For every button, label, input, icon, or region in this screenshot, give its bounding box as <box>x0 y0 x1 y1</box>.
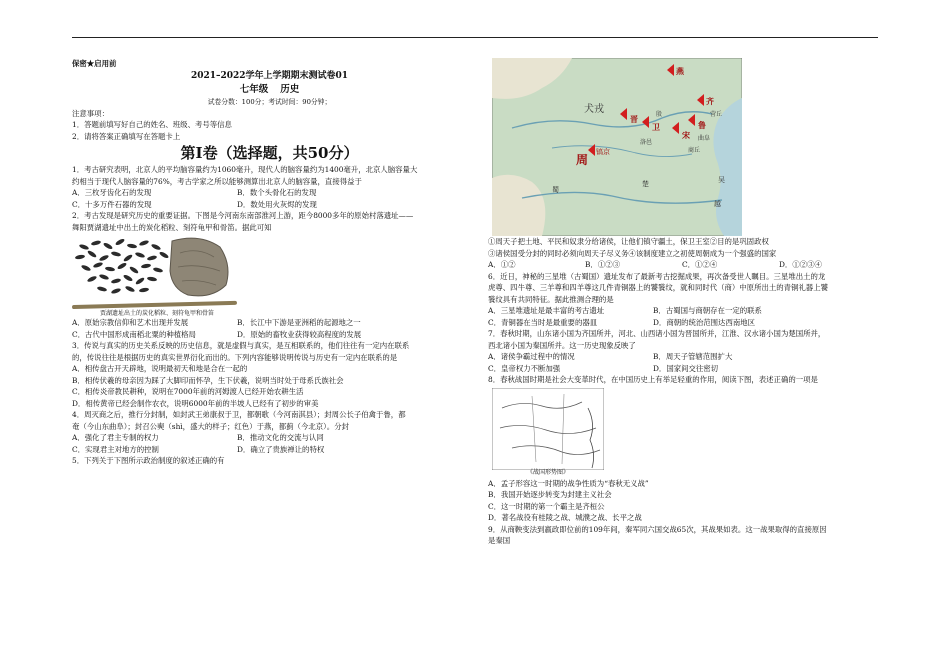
section-title: 第Ⅰ卷（选择题，共50分） <box>180 144 359 162</box>
q2-option-b[interactable]: B．长江中下游是亚洲稻的起源地之一 <box>237 318 361 327</box>
q4-option-d[interactable]: D．确立了贵族禅让的特权 <box>237 444 325 454</box>
note-1: 1．答题前填写好自己的姓名、班级、考号等信息 <box>72 120 232 129</box>
q6-option-a[interactable]: A．三星堆遗址是最丰富的考古遗址 <box>488 306 605 315</box>
q4-option-c[interactable]: C．实现君主对地方的控制 <box>72 444 159 454</box>
q9-stem-2: 是秦国 <box>488 536 511 545</box>
notes-title: 注意事项： <box>72 108 109 118</box>
bone-flute-image <box>72 301 237 309</box>
q2-stem-2: 舞阳贾湖遗址中出土的炭化稻粒、刻符龟甲和骨笛。据此可知 <box>72 222 272 232</box>
q4-stem: 4．周灭商之后，推行分封制，如封武王弟康叔于卫，都朝歌（今河南淇县）；封周公长子伯禽于鲁，都 <box>72 410 406 419</box>
map-label: 齐 <box>706 97 714 106</box>
q6-options-cd <box>488 317 878 329</box>
q4-options-ab <box>72 432 467 444</box>
map-label: 晋 <box>630 115 638 124</box>
secret-label: 保密★启用前 <box>72 59 117 68</box>
q3-stem-2: 的，传说往往是根据历史的真实世界衍化而出的。下列内容能够说明传说与历史有一定内在联系的是 <box>72 352 398 362</box>
note-2: 2．请将答案正确填写在答题卡上 <box>72 131 181 141</box>
q2-options-ab <box>72 317 467 329</box>
map-label: 商丘 <box>688 147 701 154</box>
q1-stem-2: 约相当于现代人脑容量的76%，考古学家之所以能够测算出北京人的脑容量，直接得益于 <box>72 176 362 186</box>
rice-grains-image <box>75 238 170 295</box>
q3-stem: 3．传说与真实的历史关系反映的历史信息，就是虚假与真实，是互相联系的，他们往往有一定内在联系 <box>72 341 410 350</box>
q5-statement-1: ①周天子把土地、平民和奴隶分给诸侯，让他们镇守疆土，保卫王室②目的是巩固政权 <box>488 237 769 246</box>
q2-option-c[interactable]: C．古代中国形成南稻北粟的种植格局 <box>72 329 196 339</box>
map-label: 蜀 <box>552 186 559 194</box>
map-label: 鲁 <box>698 121 706 130</box>
exam-meta: 试卷分数：100分；考试时间：90分钟； <box>207 97 332 106</box>
q2-options-cd <box>72 329 467 341</box>
q8-option-a[interactable]: A．孟子形容这一时期的战争性质为“春秋无义战” <box>488 478 649 488</box>
q3-option-b[interactable]: B．相传伏羲的母亲因为踩了大脚印而怀孕，生下伏羲，说明当时处于母系氏族社会 <box>72 375 344 385</box>
q2-option-a[interactable]: A．原始宗教信仰和艺术出现并发展 <box>72 318 189 327</box>
q7-options-ab <box>488 351 878 363</box>
q8-option-d[interactable]: D．著名战役有桂陵之战、城濮之战、长平之战 <box>488 513 642 522</box>
zhou-map <box>492 58 742 236</box>
q4-stem-2: 奄（今山东曲阜）；封召公奭（shì，盛大的样子；红色）于燕，都蓟（今北京）。分封 <box>72 421 349 431</box>
q6-option-d[interactable]: D．商朝的统治范围达西南地区 <box>653 317 756 327</box>
q5-statement-2: ③诸侯国受分封的同时必须向周天子尽义务④该制度建立之初使周朝成为一个强盛的国家 <box>488 248 777 258</box>
q2-stem: 2．考古发现是研究历史的重要证据。下图是今河南东南部淮河上游，距今8000多年的原始村落遗址—— <box>72 211 414 220</box>
map2-frame <box>492 388 604 470</box>
q7-options-cd <box>488 363 878 375</box>
grade: 七年级 <box>239 83 269 95</box>
q2-figure <box>72 233 467 317</box>
q4-options-cd <box>72 444 467 456</box>
q8-caption: 《战国形势图》 <box>526 468 569 476</box>
q3-option-c[interactable]: C．相传炎帝教民耕种，说明在7000年前的河姆渡人已经开始农耕生活 <box>72 387 304 396</box>
q3-option-d[interactable]: D．相传黄帝已经会制作农衣，说明6000年前的半坡人已经有了初步的审美 <box>72 398 319 408</box>
q1-options-ab <box>72 187 467 199</box>
q3-option-a[interactable]: A．相传盘古开天辟地，说明最初天和地是合在一起的 <box>72 364 248 373</box>
q6-stem: 6．近日，神秘的三星堆（古蜀国）遗址发布了最新考古挖掘成果，再次备受世人瞩目。三星堆出土的龙 <box>488 271 826 281</box>
q8-figure <box>488 386 878 478</box>
map-label: 卫 <box>652 123 660 132</box>
q7-option-a[interactable]: A．诸侯争霸过程中的情况 <box>488 352 575 361</box>
q6-stem-2: 虎尊、四牛尊、三羊尊和四羊尊这几件青铜器上的饕餮纹，就和同时代（商）中原所出土的青铜礼器上饕 <box>488 283 828 292</box>
q5-options <box>488 259 878 271</box>
warring-states-map <box>492 388 604 470</box>
q5-option-c[interactable]: C．①②④ <box>682 260 718 269</box>
q8-option-b[interactable]: B．我国开始逐步转变为封建主义社会 <box>488 490 612 499</box>
q5-option-a[interactable]: A．①② <box>488 260 516 269</box>
q8-option-c[interactable]: C．这一时期的第一个霸主是齐桓公 <box>488 501 605 511</box>
q7-option-b[interactable]: B．周天子管辖范围扩大 <box>653 352 733 361</box>
map-label: 燕 <box>676 67 684 76</box>
map-label: 宋 <box>682 131 690 140</box>
map-label: 洛邑 <box>640 139 653 146</box>
q2-option-d[interactable]: D．原始的畜牧业获得较高程度的发展 <box>237 329 362 339</box>
top-rule <box>72 37 878 38</box>
q1-option-b[interactable]: B．数个头骨化石的发现 <box>237 188 317 197</box>
q7-option-c[interactable]: C．皇帝权力不断加强 <box>488 363 561 373</box>
q1-option-a[interactable]: A．三枚牙齿化石的发现 <box>72 188 152 197</box>
q6-stem-3: 餮纹具有共同特征。据此推测合理的是 <box>488 294 614 304</box>
map-label: 犬戎 <box>584 104 604 115</box>
q1-stem: 1．考古研究表明，北京人的平均脑容量约为1060毫升，现代人的脑容量约为1400毫升，北京人脑容量大 <box>72 165 418 174</box>
map-label: 曲阜 <box>698 135 711 142</box>
q2-caption: 贾湖遗址出土的炭化稻粒、刻符龟甲和骨笛 <box>99 310 214 317</box>
map-label: 楚 <box>642 180 649 188</box>
q6-option-c[interactable]: C．青铜器在当时是最重要的器皿 <box>488 317 598 327</box>
map-label: 周 <box>576 153 589 167</box>
q2-artifacts-image <box>72 233 242 317</box>
q5-option-b[interactable]: B．①②③ <box>585 260 620 269</box>
q1-options-cd <box>72 199 467 211</box>
exam-title: 2021–2022学年上学期期末测试卷01 <box>190 70 349 81</box>
map-label: 吴 <box>718 176 725 184</box>
map-label: 营丘 <box>710 111 723 118</box>
q5-stem: 5．下列关于下图所示政治制度的叙述正确的有 <box>72 456 225 465</box>
q8-stem: 8．春秋战国时期是社会大变革时代，在中国历史上有举足轻重的作用，阅读下图，表述正确的一项是 <box>488 375 818 384</box>
q4-option-a[interactable]: A．强化了君主专制的权力 <box>72 433 159 442</box>
grade-subject <box>72 83 467 97</box>
q5-option-d[interactable]: D．①②③④ <box>779 260 822 269</box>
map-label: 殷 <box>656 111 663 118</box>
q7-stem: 7．春秋时期，山东诸小国为齐国所并，河北、山西诸小国为晋国所并，江淮、汉水诸小国为楚国所并， <box>488 329 826 338</box>
q7-stem-2: 西北诸小国为秦国所并。这一历史现象反映了 <box>488 340 636 350</box>
q7-option-d[interactable]: D．国家间交往密切 <box>653 363 719 373</box>
q6-options-ab <box>488 305 878 317</box>
q9-stem: 9．从商鞅变法到嬴政即位前的109年间，秦军同六国交战65次，其战果如表。这一战果取得的直接原因 <box>488 524 827 534</box>
q1-option-c[interactable]: C．十多万件石器的发现 <box>72 199 152 209</box>
right-column <box>488 58 878 547</box>
q4-option-b[interactable]: B．推动文化的交流与认同 <box>237 433 324 442</box>
q1-option-d[interactable]: D．数处用火灰烬的发现 <box>237 199 317 209</box>
map-label: 镐京 <box>596 148 610 156</box>
map-label: 越 <box>714 200 721 208</box>
left-column <box>72 58 467 467</box>
subject: 历史 <box>280 83 300 95</box>
q6-option-b[interactable]: B．古蜀国与商朝存在一定的联系 <box>653 306 762 315</box>
